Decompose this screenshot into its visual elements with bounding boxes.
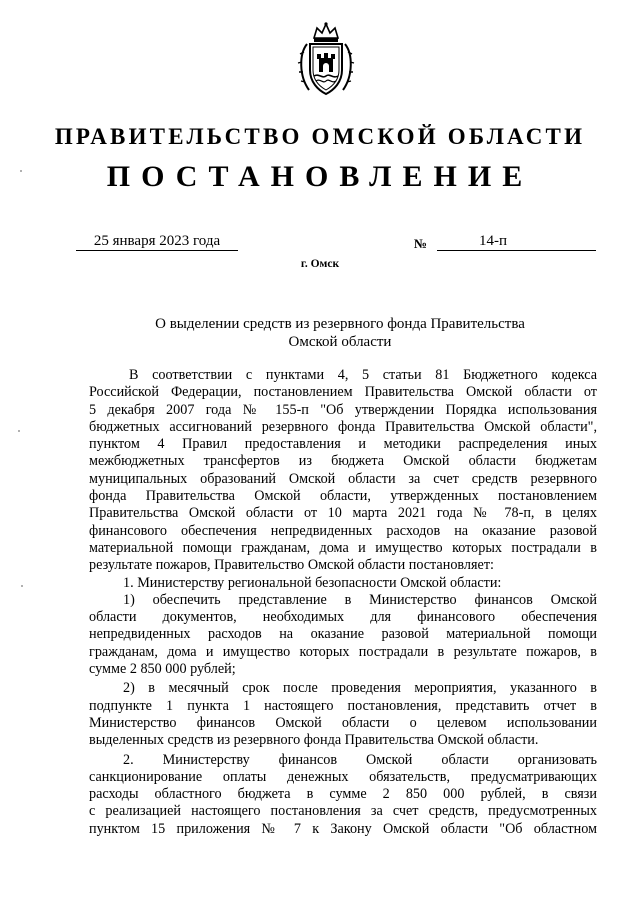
body-line: результате пожаров, Правительство Омской области постановляет: <box>89 557 494 574</box>
body-line: Правительства Омской области от 10 марта 2021 года № 78-п, в целях <box>89 505 597 522</box>
body-line: муниципальных образований Омской области за счет средств резервного <box>89 470 597 487</box>
body-line: 5 декабря 2007 года № 155-п "Об утверждении Порядка использования <box>89 401 597 418</box>
body-line: пунктом 4 Правил предоставления и методики распределения иных <box>89 436 597 453</box>
body-line: подпункте 1 пункта 1 настоящего постановления, представить отчет в <box>89 697 597 714</box>
document-number-line <box>437 233 596 251</box>
city: г. Омск <box>300 258 340 270</box>
body-line: В соответствии с пунктами 4, 5 статьи 81 Бюджетного кодекса <box>129 367 597 383</box>
body-line: финансового обеспечения непредвиденных расходов на оказание разовой <box>89 522 597 539</box>
document-body <box>89 367 597 838</box>
body-line: межбюджетных трансфертов из бюджета Омской области бюджетам <box>89 453 597 470</box>
body-line: материальной помощи гражданам, дома и имущество которых пострадали в <box>89 539 597 556</box>
government-title: ПРАВИТЕЛЬСТВО ОМСКОЙ ОБЛАСТИ <box>54 124 586 149</box>
scan-speck <box>18 430 20 432</box>
body-line: выделенных средств из резервного фонда Правительства Омской области. <box>89 732 539 749</box>
body-line: 2) в месячный срок после проведения мероприятия, указанного в <box>123 680 597 697</box>
scan-speck <box>21 585 23 587</box>
number-sign: № <box>414 236 428 251</box>
body-line: с реализацией настоящего постановления за счет средств, предусмотренных <box>89 803 597 820</box>
body-line: санкционирование оплаты денежных обязательств, предусматривающих <box>89 768 597 785</box>
body-line: сумме 2 850 000 рублей; <box>89 661 236 678</box>
body-line: 2. Министерству финансов Омской области организовать <box>123 751 597 768</box>
heading-line: Омской области <box>288 334 392 350</box>
body-line: 1. Министерству региональной безопасности Омской области: <box>123 574 502 591</box>
body-line: Российской Федерации, постановлением Правительства Омской области от <box>89 384 597 401</box>
body-line: непредвиденных расходов на оказание разовой материальной помощи <box>89 626 597 643</box>
body-line: пунктом 15 приложения № 7 к Закону Омской области "Об областном <box>89 820 597 837</box>
document-heading <box>130 315 550 351</box>
document-number: 14-п <box>479 233 508 249</box>
coat-of-arms-icon <box>297 20 355 98</box>
document-date: 25 января 2023 года <box>76 233 238 251</box>
body-line: Министерство финансов Омской области о целевом использовании <box>89 714 597 731</box>
body-line: бюджетных ассигнований резервного фонда Правительства Омской области", <box>89 418 597 435</box>
body-line: 1) обеспечить представление в Министерство финансов Омской <box>123 591 597 608</box>
body-line: фонда Правительства Омской области, утвержденных постановлением <box>89 488 597 505</box>
document-type: ПОСТАНОВЛЕНИЕ <box>106 160 534 193</box>
heading-line: О выделении средств из резервного фонда Правительства <box>155 316 525 332</box>
body-line: гражданам, дома и имущество которых пострадали в результате пожаров, в <box>89 643 597 660</box>
scan-speck <box>20 170 22 172</box>
body-line: расходы областного бюджета в сумме 2 850 000 рублей, в связи <box>89 786 597 803</box>
body-line: области документов, необходимых для финансового обеспечения <box>89 609 597 626</box>
